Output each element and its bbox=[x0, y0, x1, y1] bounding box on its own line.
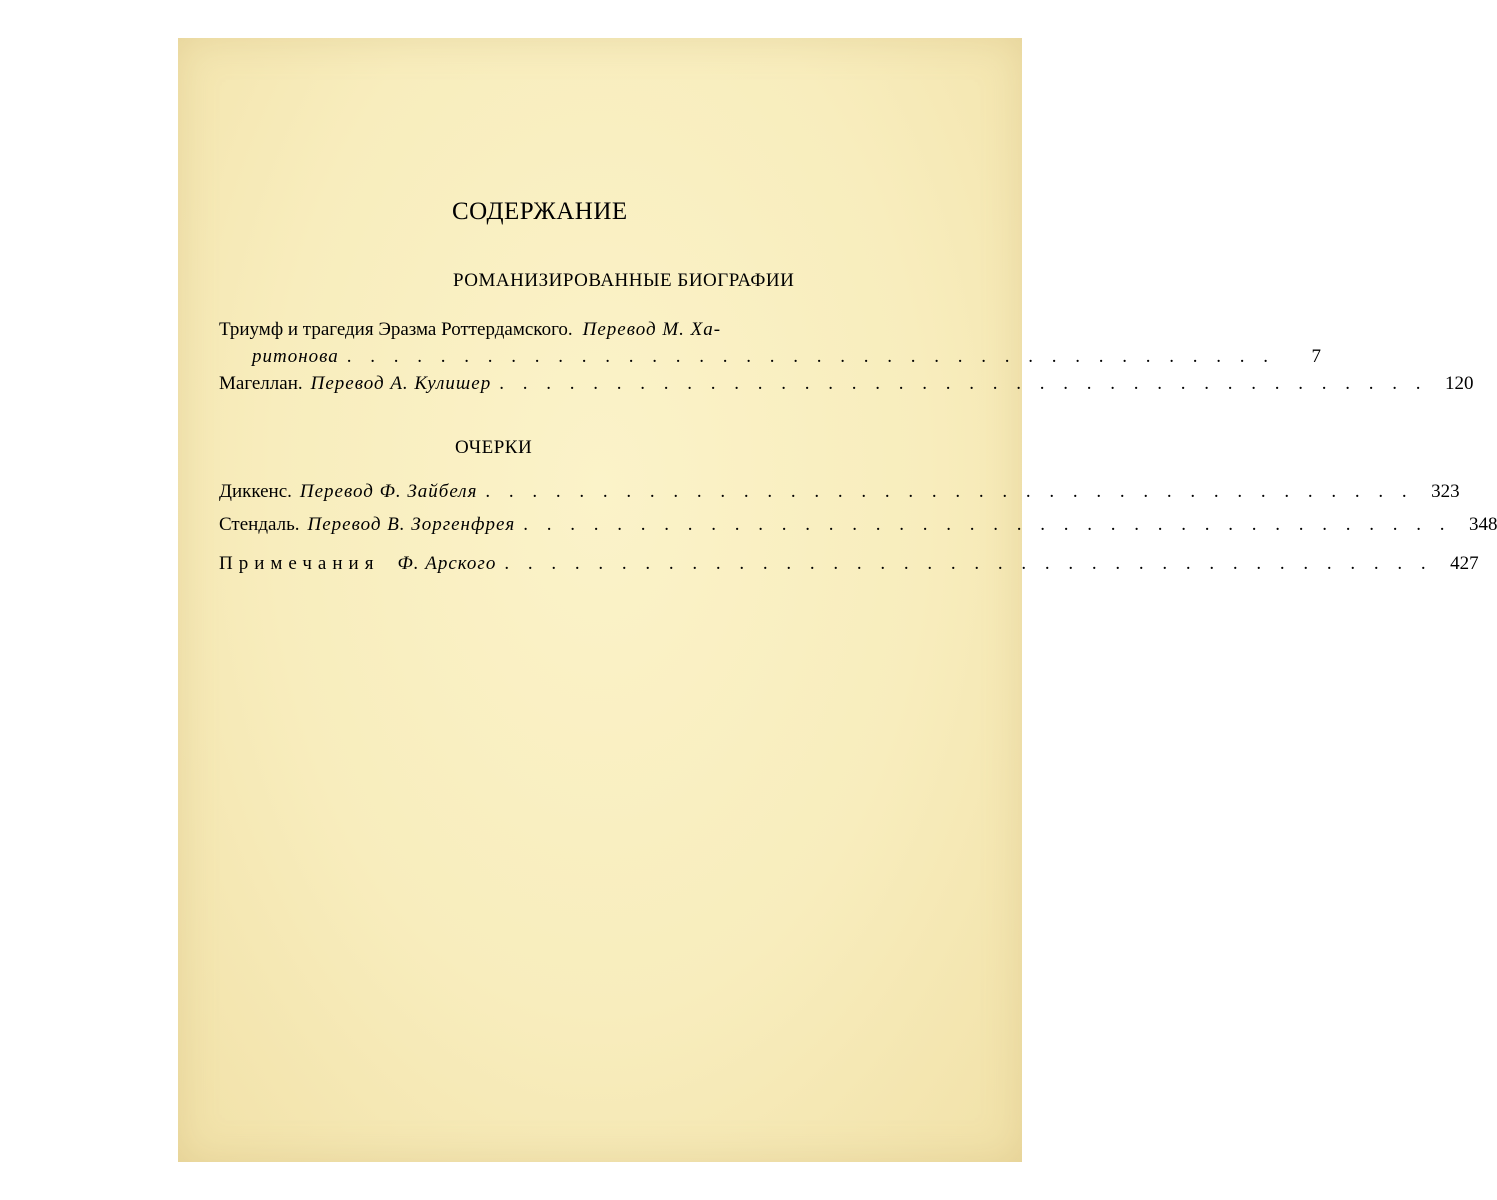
dot-leader: . . . . . . . . . . . . . . . . . . . . . . . . . . . . . . . . . . . . . . . . bbox=[523, 514, 1452, 535]
entry-translator: Перевод Ф. Зайбеля bbox=[299, 481, 478, 502]
dot-leader: . . . . . . . . . . . . . . . . . . . . . . . . . . . . . . . . . . . . . . . . bbox=[346, 346, 1276, 367]
toc-entry-notes bbox=[219, 553, 1479, 574]
entry-page-number: 120 bbox=[1444, 373, 1474, 394]
toc-entry-stendhal bbox=[219, 514, 1497, 535]
toc-entry-dickens bbox=[219, 481, 1460, 502]
entry-page-number: 323 bbox=[1431, 481, 1460, 502]
entry-title: Магеллан. bbox=[219, 373, 303, 394]
entry-title: Примечания bbox=[219, 553, 380, 574]
entry-page-number: 348 bbox=[1468, 514, 1497, 535]
entry-translator: Перевод А. Кулишер bbox=[310, 373, 492, 394]
entry-title: Диккенс. bbox=[219, 481, 292, 502]
section-title-essays: ОЧЕРКИ bbox=[455, 437, 533, 458]
dot-leader: . . . . . . . . . . . . . . . . . . . . . . . . . . . . . . . . . . . . . . . . bbox=[499, 373, 1428, 394]
entry-translator-continued: ритонова bbox=[252, 346, 339, 367]
entry-translator: Перевод В. Зоргенфрея bbox=[307, 514, 516, 535]
entry-title: Триумф и трагедия Эразма Роттердамского. bbox=[219, 319, 573, 340]
entry-title: Стендаль. bbox=[219, 514, 300, 535]
entry-translator: Ф. Арского bbox=[397, 553, 497, 574]
toc-entry-erasmus bbox=[219, 319, 1322, 367]
entry-page-number: 427 bbox=[1450, 553, 1479, 574]
dot-leader: . . . . . . . . . . . . . . . . . . . . . . . . . . . . . . . . . . . . . . . . bbox=[485, 481, 1414, 502]
toc-entry-magellan bbox=[219, 373, 1474, 394]
section-title-biographies: РОМАНИЗИРОВАННЫЕ БИОГРАФИИ bbox=[453, 270, 795, 291]
entry-translator: Перевод М. Ха- bbox=[582, 319, 722, 340]
dot-leader: . . . . . . . . . . . . . . . . . . . . . . . . . . . . . . . . . . . . . . . . bbox=[504, 553, 1433, 574]
toc-heading: СОДЕРЖАНИЕ bbox=[452, 198, 628, 225]
entry-page-number: 7 bbox=[1311, 346, 1322, 367]
